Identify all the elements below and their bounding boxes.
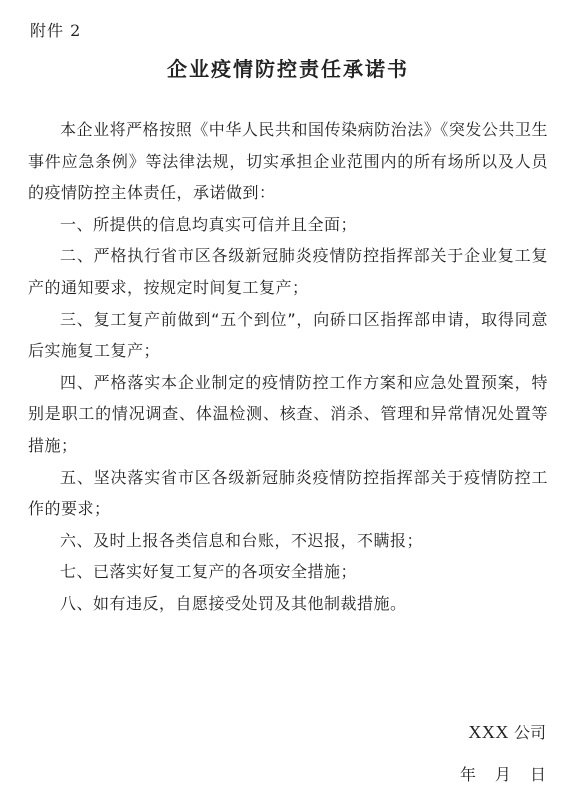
paragraph-item-2: 二、严格执行省市区各级新冠肺炎疫情防控指挥部关于企业复工复产的通知要求，按规定时间复工复产；	[28, 246, 548, 297]
paragraph-item-3: 三、复工复产前做到“五个到位”，向硚口区指挥部申请，取得同意后实施复工复产；	[28, 309, 548, 361]
signature-date: 年 月 日	[459, 765, 546, 784]
company-name-placeholder: XXX	[468, 722, 509, 742]
document-title: 企业疫情防控责任承诺书	[167, 57, 409, 81]
paragraph-item-5: 五、坚决落实省市区各级新冠肺炎疫情防控指挥部关于疫情防控工作的要求；	[28, 467, 548, 519]
signature-company	[460, 711, 546, 754]
paragraph-intro: 本企业将严格按照《中华人民共和国传染病防治法》《突发公共卫生事件应急条例》等法律法规，切实承担企业范围内的所有场所以及人员的疫情防控主体责任，承诺做到：	[28, 120, 548, 203]
attachment-label: 附件 2	[30, 21, 82, 40]
paragraph-item-8: 八、如有违反，自愿接受处罚及其他制裁措施。	[60, 593, 407, 613]
company-suffix: 公司	[513, 723, 546, 742]
signature-block	[460, 711, 546, 796]
paragraph-item-4: 四、严格落实本企业制定的疫情防控工作方案和应急处置预案，特别是职工的情况调查、体温检测、核查、消杀、管理和异常情况处置等措施；	[28, 372, 548, 455]
paragraph-item-1: 一、所提供的信息均真实可信并且全面；	[60, 214, 358, 234]
document-body	[28, 114, 548, 620]
paragraph-item-6: 六、及时上报各类信息和台账，不迟报，不瞒报；	[60, 530, 424, 550]
paragraph-item-7: 七、已落实好复工复产的各项安全措施；	[60, 562, 358, 582]
